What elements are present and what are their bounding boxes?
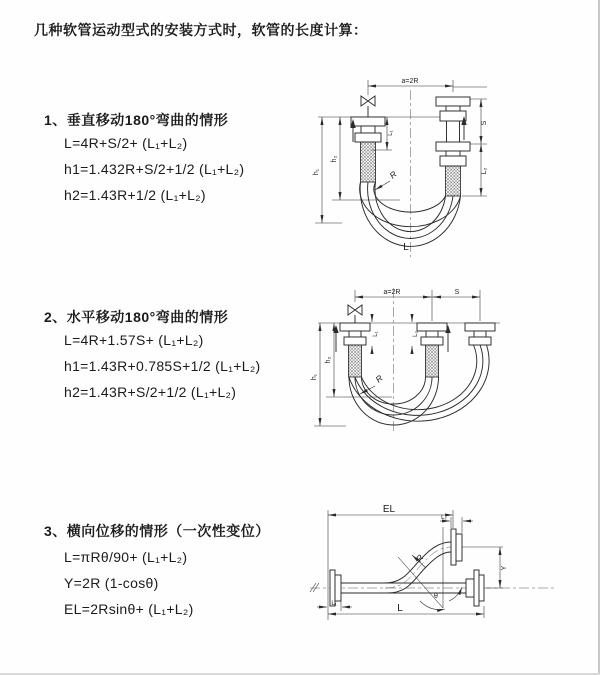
d3-hose-curve: [384, 542, 451, 593]
d3-drawing: [310, 504, 556, 620]
d2-fittings: [340, 323, 495, 377]
d3-label-theta: θ: [434, 593, 438, 600]
d2-dim-h2: h₂: [325, 356, 332, 364]
valve-icon: [348, 305, 362, 323]
centerline-break-icon: [310, 583, 319, 592]
d2-dim-h1: h₁: [311, 373, 318, 381]
diagram-horizontal-bend: [310, 280, 600, 465]
diagram-vertical-bend: [310, 70, 600, 265]
d1-dim-l1: L₁: [388, 130, 394, 136]
formula-line: h2=1.43R+S/2+1/2 (L₁+L₂): [64, 384, 237, 400]
d1-dim-h1: h₁: [313, 168, 320, 176]
d3-dim-l1: L₁: [331, 601, 337, 607]
section-2-heading: 2、水平移动180°弯曲的情形: [44, 309, 229, 325]
d1-label-r: R: [387, 168, 399, 181]
d3-dim-el: EL: [382, 504, 396, 515]
d2-hose-arcs: [349, 345, 489, 425]
d1-dim-a2r: a=2R: [401, 78, 419, 85]
d2-dim-a2r: a=2R: [383, 289, 401, 296]
d3-dim-y: Y: [501, 565, 508, 571]
section-3-heading: 3、横向位移的情形（一次性变位）: [44, 523, 270, 539]
formula-line: L=πRθ/90+ (L₁+L₂): [64, 549, 188, 565]
section-1-heading: 1、垂直移动180°弯曲的情形: [44, 112, 229, 128]
d3-dim-l2: L₂: [441, 515, 447, 521]
d1-dim-s: S: [481, 120, 488, 126]
d2-dim-s: S: [454, 289, 460, 296]
diagram-lateral-displacement: [300, 495, 600, 665]
d1-dim-l2: L₂: [481, 167, 488, 175]
formula-line: h1=1.432R+S/2+1/2 (L₁+L₂): [64, 161, 245, 177]
d1-right-fitting: [436, 97, 470, 196]
valve-icon: [361, 96, 375, 117]
page-title: 几种软管运动型式的安装方式时，软管的长度计算：: [34, 22, 368, 38]
d2-drawing: [311, 288, 500, 433]
d3-upper-flange: [451, 529, 462, 565]
d3-right-flange: [466, 570, 484, 606]
formula-line: L=4R+S/2+ (L₁+L₂): [64, 135, 188, 151]
d2-label-r: R: [373, 372, 385, 385]
formula-line: L=4R+1.57S+ (L₁+L₂): [64, 332, 204, 348]
formula-line: EL=2Rsinθ+ (L₁+L₂): [64, 601, 194, 617]
d3-dim-l: L: [397, 603, 403, 614]
formula-line: Y=2R (1-cosθ): [64, 575, 159, 591]
d2-dim-l1: L₁: [373, 331, 379, 337]
d1-dim-h2: h₂: [331, 155, 338, 163]
formula-line: h1=1.43R+0.785S+1/2 (L₁+L₂): [64, 358, 261, 374]
d1-drawing: [313, 78, 488, 257]
formula-line: h2=1.43R+1/2 (L₁+L₂): [64, 187, 206, 203]
d1-left-fitting: [351, 117, 385, 182]
d1-label-l: L: [403, 242, 409, 253]
d2-dim-l2: L₂: [413, 331, 419, 337]
d3-label-r: R: [413, 552, 426, 564]
